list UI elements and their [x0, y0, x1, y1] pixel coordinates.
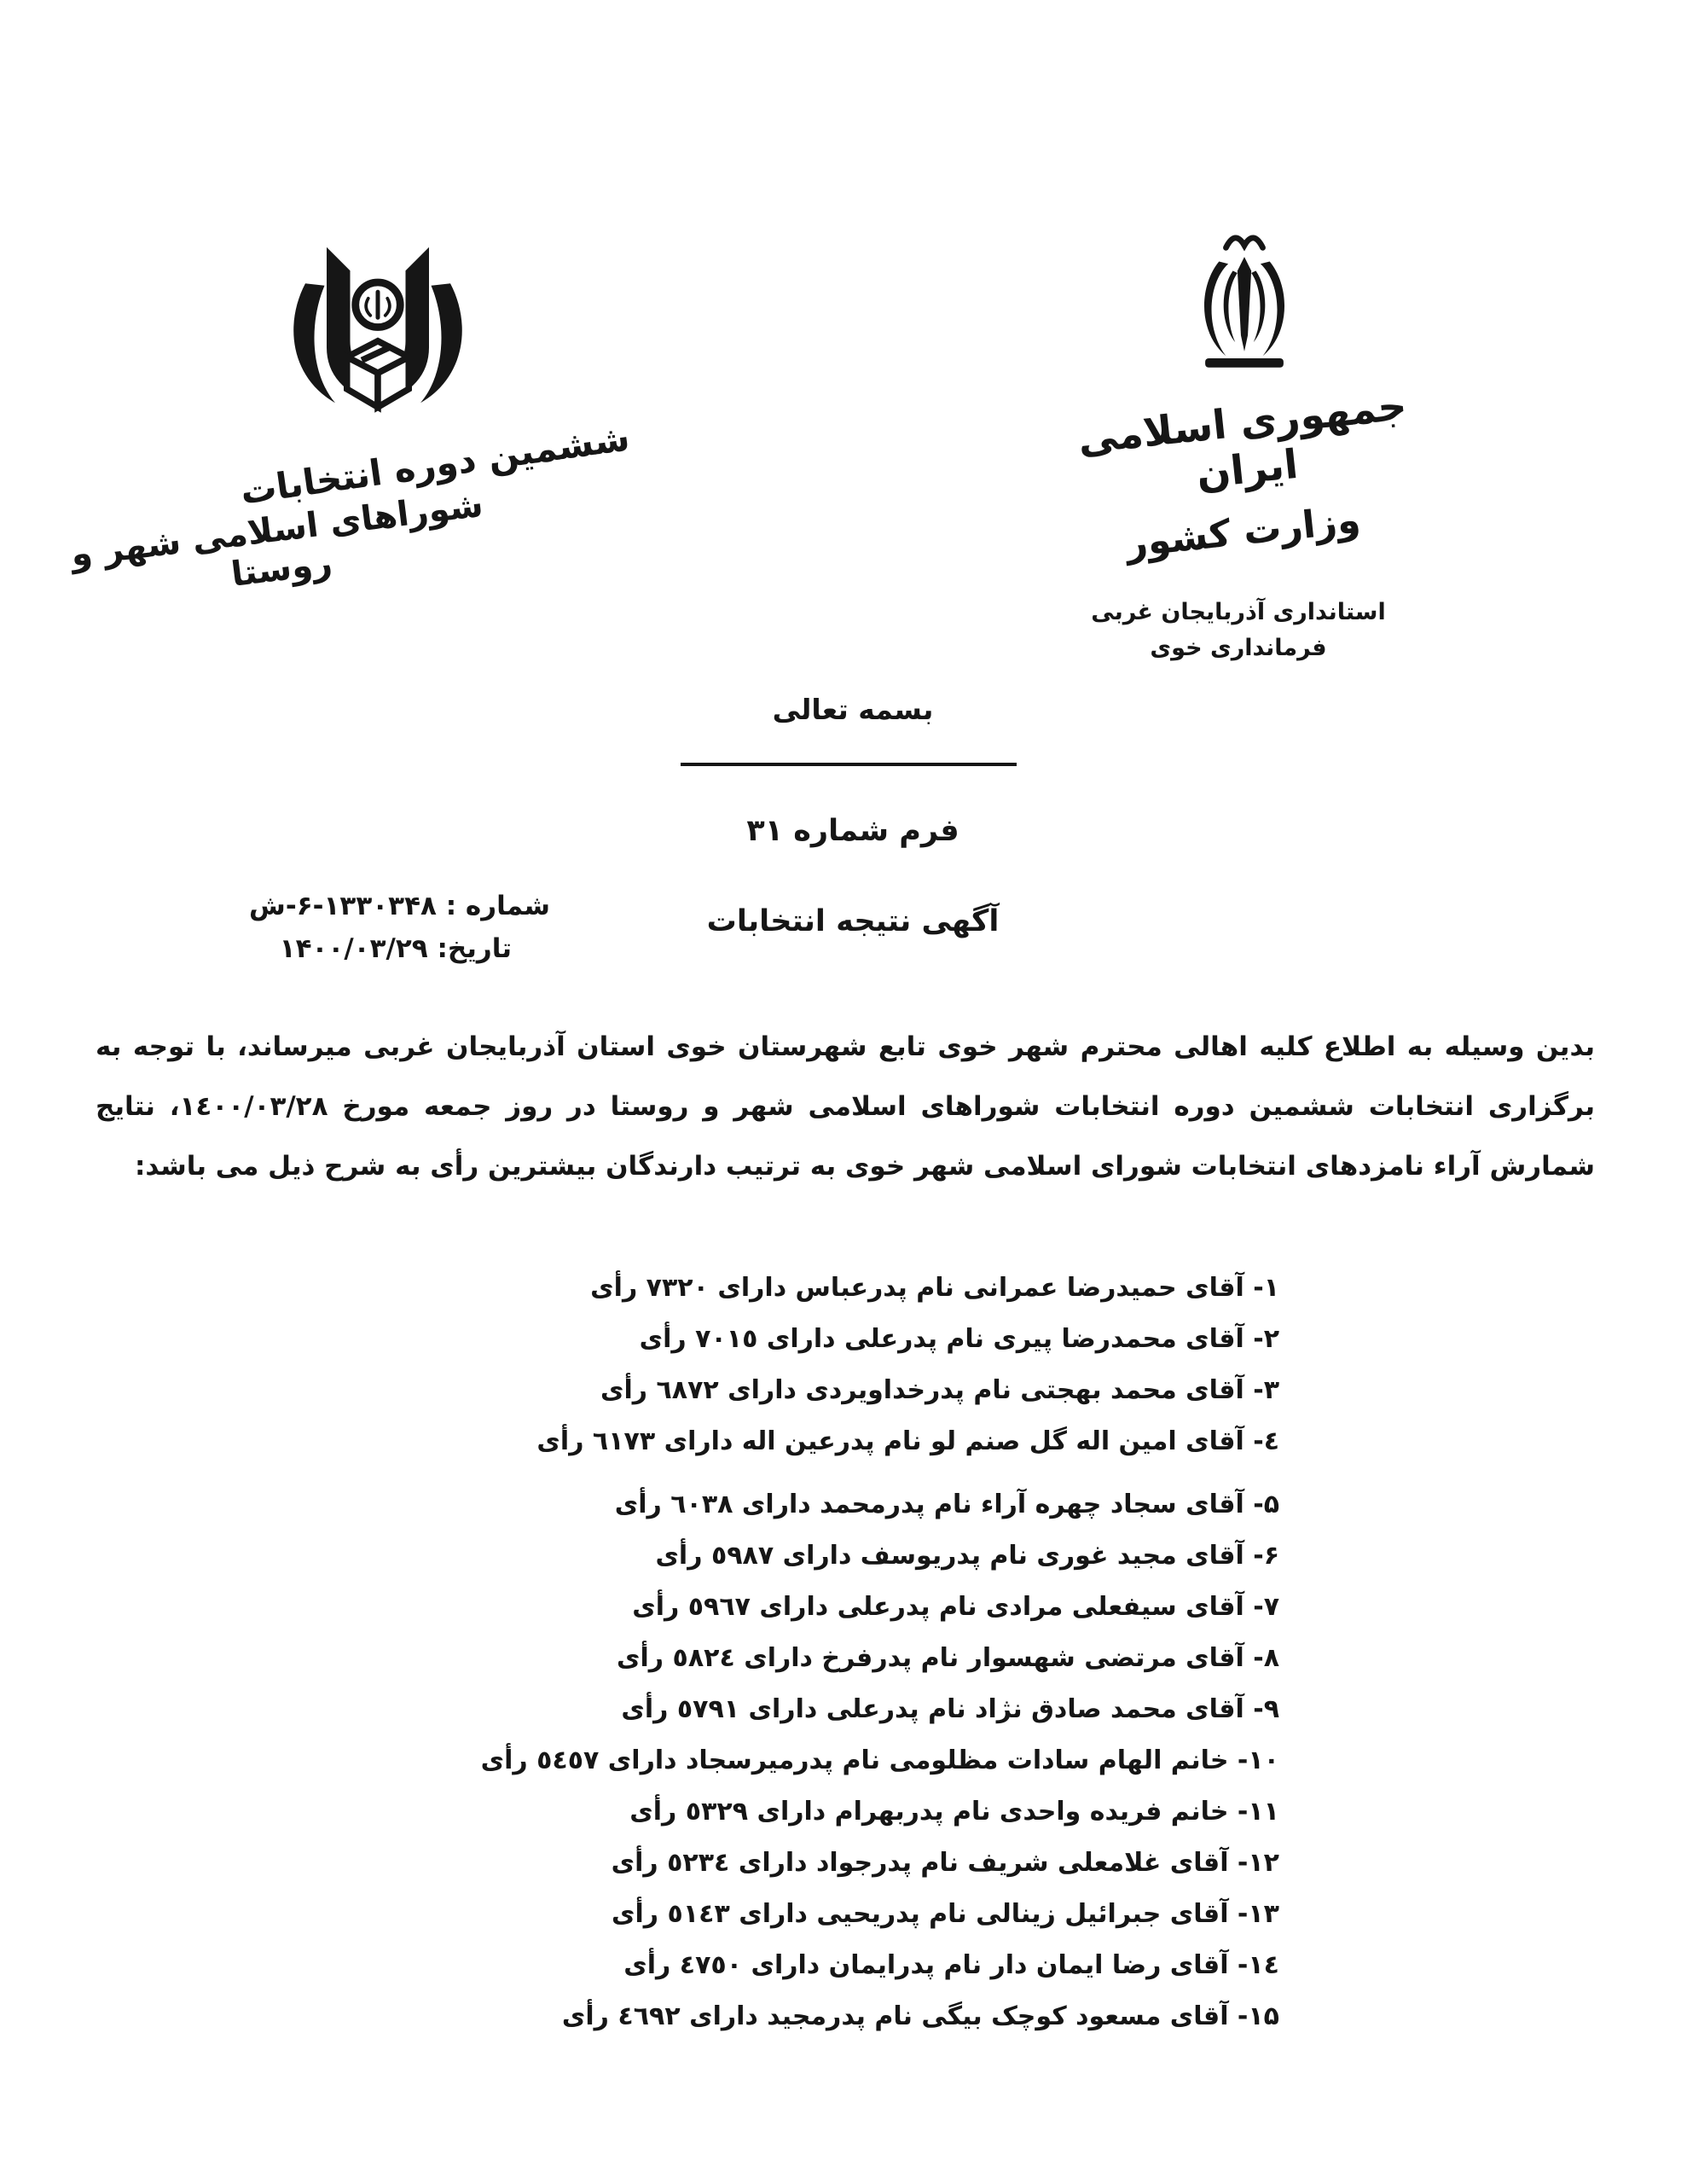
- election-logo-caption-line1: ششمین دوره انتخابات: [237, 416, 633, 513]
- result-item: ۲- آقای محمدرضا پیری نام پدرعلی دارای ٧٠١٥ رأی: [639, 1324, 1279, 1354]
- result-item: ۱۱- خانم فریده واحدی نام پدربهرام دارای ٥٣٢٩ رأی: [629, 1797, 1279, 1827]
- basmala: بسمه تعالی: [772, 693, 934, 726]
- result-item: ۱- آقای حمیدرضا عمرانی نام پدرعباس دارای ٧٣٢٠ رأی: [590, 1273, 1279, 1303]
- header-divider: [681, 763, 1017, 766]
- result-item: ۱۰- خانم الهام سادات مظلومی نام پدرمیرسجاد دارای ٥٤٥٧ رأی: [480, 1745, 1279, 1775]
- result-item: ۱۵- آقای مسعود کوچک بیگی نام پدرمجید دارای ٤٦٩٢ رأی: [561, 2001, 1279, 2031]
- county-label: فرمانداری خوی: [1150, 635, 1327, 661]
- paragraph-line-1: بدین وسیله به اطلاع کلیه اهالی محترم شهر خوی تابع شهرستان خوی استان آذربایجان غربی میرساند، با توجه به: [96, 1031, 1595, 1062]
- result-item: ۱۳- آقای جبرائیل زینالی نام پدریحیی دارای ٥١٤٣ رأی: [612, 1899, 1279, 1929]
- result-item: ۱٤- آقای رضا ایمان دار نام پدرایمان دارای ٤٧٥٠ رأی: [623, 1950, 1279, 1980]
- document-date: تاریخ: ۱۴۰۰/۰۳/۲۹: [279, 933, 512, 964]
- result-item: ۳- آقای محمد بهجتی نام پدرخداویردی دارای ٦٨٧٢ رأی: [600, 1375, 1279, 1405]
- result-item: ۱۲- آقای غلامعلی شریف نام پدرجواد دارای ٥٢٣٤ رأی: [611, 1848, 1279, 1878]
- result-item: ۷- آقای سیفعلی مرادی نام پدرعلی دارای ٥٩٦٧ رأی: [632, 1592, 1279, 1622]
- election-logo-caption-line2: شوراهای اسلامی شهر و روستا: [68, 485, 485, 595]
- result-item: ۹- آقای محمد صادق نژاد نام پدرعلی دارای ٥٧٩١ رأی: [621, 1694, 1279, 1724]
- result-item: ۶- آقای مجید غوری نام پدریوسف دارای ٥٩٨٧ رأی: [655, 1541, 1279, 1571]
- result-item: ۸- آقای مرتضی شهسوار نام پدرفرخ دارای ٥٨٢٤ رأی: [617, 1643, 1279, 1673]
- ministry-of-interior-calligraphy: وزارت کشور: [1123, 497, 1363, 566]
- reference-number: شماره : ۱۳۳۰۳۴۸-۶-ش: [249, 891, 550, 921]
- document-title: آگهی نتیجه انتخابات: [706, 904, 1000, 938]
- national-motto-calligraphy: جمهوری اسلامی ایران: [1075, 382, 1409, 498]
- result-item: ٤- آقای امین اله گل صنم لو نام پدرعین اله دارای ٦١٧٣ رأی: [536, 1426, 1279, 1456]
- election-logo-icon: [271, 213, 484, 445]
- body-paragraph: [96, 1017, 1595, 1196]
- results-list: [290, 1263, 1279, 2042]
- paragraph-line-3: شمارش آراء نامزدهای انتخابات شورای اسلامی شهر خوی به ترتیب دارندگان بیشترین رأی به شرح ذیل می باشد:: [134, 1151, 1595, 1182]
- result-item: ۵- آقای سجاد چهره آراء نام پدرمحمد دارای ٦٠٣٨ رأی: [614, 1490, 1279, 1519]
- form-number: فرم شماره ۳۱: [746, 814, 959, 848]
- paragraph-line-2: برگزاری انتخابات ششمین دوره انتخابات شوراهای اسلامی شهر و روستا در روز جمعه مورخ ١٤٠٠/٠٣/٢٨، نتایج: [96, 1091, 1595, 1122]
- governorate-label: استانداری آذربایجان غربی: [1091, 599, 1386, 625]
- iran-emblem-icon: [1175, 210, 1313, 421]
